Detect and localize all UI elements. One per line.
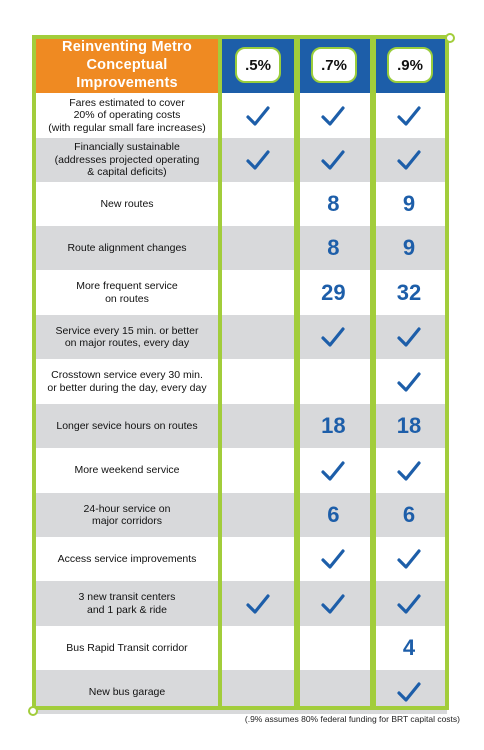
row-value: 4 xyxy=(402,635,416,660)
row-value: 18 xyxy=(396,413,422,438)
row-value xyxy=(220,626,296,670)
check-icon xyxy=(220,93,296,138)
column-header-0-9-percent: .9% xyxy=(387,47,433,83)
check-icon xyxy=(296,537,372,581)
row-value xyxy=(220,404,296,448)
row-label: Crosstown service every 30 min. or better during the day, every day xyxy=(47,369,207,394)
row-value: 18 xyxy=(321,413,346,438)
row-value: 8 xyxy=(327,191,340,216)
table-row xyxy=(34,581,447,626)
table-row xyxy=(34,448,447,493)
row-label: New routes xyxy=(100,197,154,210)
row-value: 32 xyxy=(396,279,422,305)
table-row xyxy=(34,93,447,138)
table-row xyxy=(34,493,447,537)
row-label: Bus Rapid Transit corridor xyxy=(66,641,188,654)
corner-dot-bottom-left xyxy=(28,706,38,716)
row-label: Longer sevice hours on routes xyxy=(56,419,198,432)
table-row xyxy=(34,537,447,581)
column-header-0-5-percent: .5% xyxy=(235,47,281,83)
row-label: Financially sustainable (addresses projected operating & capital deficits) xyxy=(54,141,200,179)
row-value xyxy=(296,670,372,714)
check-icon xyxy=(371,138,447,182)
row-value xyxy=(296,359,372,404)
row-label: Fares estimated to cover 20% of operating costs (with regular small fare increases) xyxy=(48,96,206,134)
check-icon xyxy=(296,581,372,626)
table-row xyxy=(34,226,447,270)
check-icon xyxy=(371,448,447,493)
row-value xyxy=(220,315,296,359)
table-row xyxy=(34,270,447,315)
table-row xyxy=(34,670,447,714)
table-row xyxy=(34,404,447,448)
row-value: 9 xyxy=(402,191,416,216)
row-label: 3 new transit centers and 1 park & ride xyxy=(78,591,176,616)
table-row xyxy=(34,359,447,404)
row-value xyxy=(296,626,372,670)
row-label: More weekend service xyxy=(74,464,180,477)
table-row xyxy=(34,138,447,182)
row-value xyxy=(220,359,296,404)
row-value xyxy=(220,270,296,315)
column-divider xyxy=(220,93,221,708)
check-icon xyxy=(371,93,447,138)
check-icon xyxy=(220,581,296,626)
row-value: 8 xyxy=(327,235,340,260)
check-icon xyxy=(296,138,372,182)
footnote: (.9% assumes 80% federal funding for BRT capital costs) xyxy=(244,714,460,724)
row-value: 6 xyxy=(402,502,416,527)
corner-dot-top-right xyxy=(445,33,455,43)
row-value xyxy=(220,448,296,493)
table-row xyxy=(34,626,447,670)
check-icon xyxy=(296,315,372,359)
row-value xyxy=(220,493,296,537)
check-icon xyxy=(371,581,447,626)
row-value: 6 xyxy=(327,502,340,527)
row-label: More frequent service on routes xyxy=(76,280,178,305)
table-title: Reinventing Metro Conceptual Improvements xyxy=(34,37,220,93)
row-value xyxy=(220,226,296,270)
table-row xyxy=(34,182,447,226)
check-icon xyxy=(371,315,447,359)
row-value: 29 xyxy=(321,279,346,305)
check-icon xyxy=(220,138,296,182)
row-label: New bus garage xyxy=(88,685,166,698)
check-icon xyxy=(371,359,447,404)
row-label: Access service improvements xyxy=(57,552,197,565)
row-value xyxy=(220,182,296,226)
table-row xyxy=(34,315,447,359)
check-icon xyxy=(371,670,447,714)
check-icon xyxy=(371,537,447,581)
check-icon xyxy=(296,93,372,138)
row-label: Route alignment changes xyxy=(67,241,187,254)
check-icon xyxy=(296,448,372,493)
row-value: 9 xyxy=(402,235,416,260)
column-header-0-7-percent: .7% xyxy=(311,47,357,83)
row-value xyxy=(220,670,296,714)
row-label: Service every 15 min. or better on major routes, every day xyxy=(55,324,199,349)
row-label: 24-hour service on major corridors xyxy=(83,502,171,527)
row-value xyxy=(220,537,296,581)
